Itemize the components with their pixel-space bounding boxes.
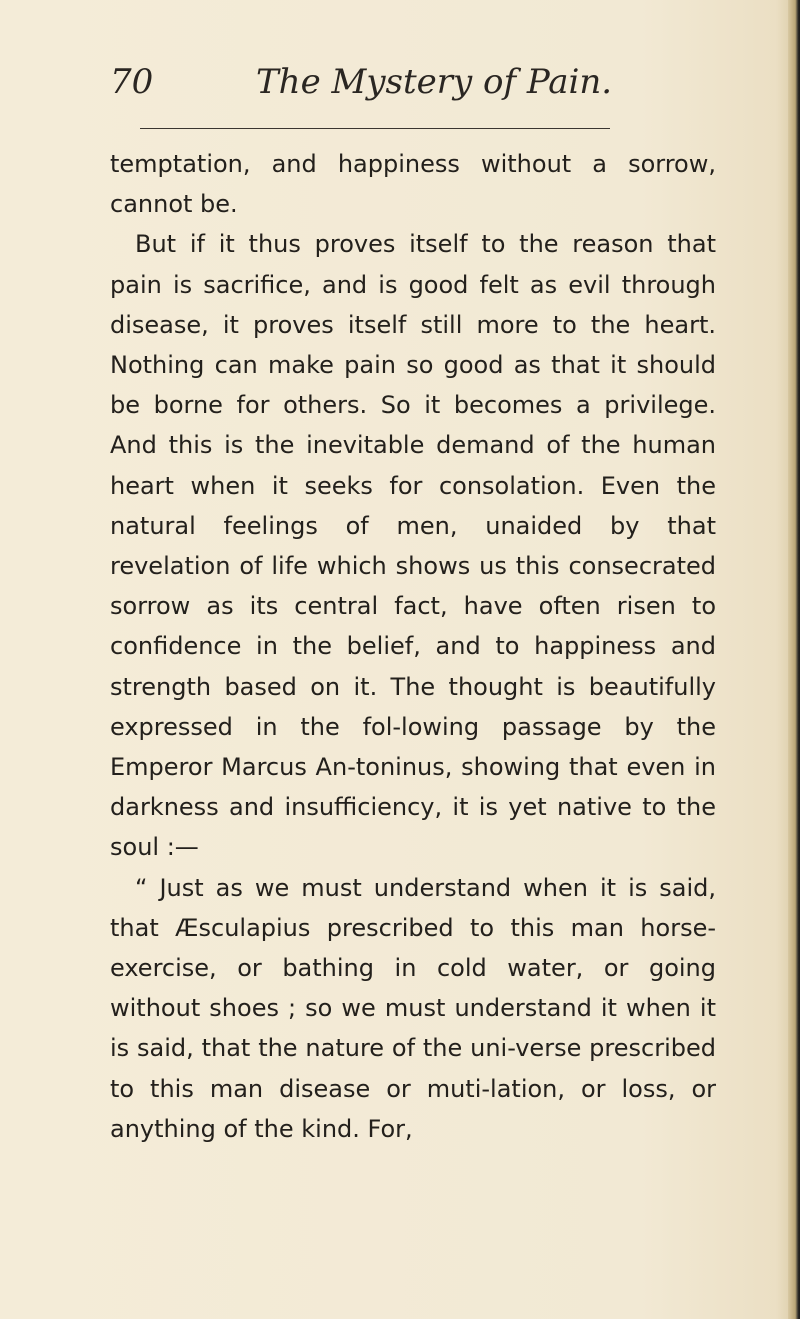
page-header bbox=[110, 62, 710, 112]
page-number: 70 bbox=[110, 62, 154, 102]
paragraph-3-quotation: “ Just as we must understand when it is said, that Æsculapius prescribed to this man horse-exercise, or bathing in cold water, or going without shoes ; so we must understand it when it is said, that the nature of the uni-verse prescribed to this man disease or muti-lation, or loss, or anything of the kind. For, bbox=[110, 873, 716, 1143]
running-title: The Mystery of Pain. bbox=[256, 62, 613, 102]
body-text bbox=[110, 144, 716, 1149]
paragraph-1: temptation, and happiness without a sorrow, cannot be. bbox=[110, 150, 716, 219]
paragraph-2: But if it thus proves itself to the reason that pain is sacrifice, and is good felt as evil through disease, it proves itself still more to the heart. Nothing can make pain so good as that it should be borne for others. So it becomes a privilege. And this is the inevitable demand of the human heart when it seeks for consolation. Even the natural feelings of men, unaided by that revelation of life which shows us this consecrated sorrow as its central fact, have often risen to confidence in the belief, and to happiness and strength based on it. The thought is beautifully expressed in the fol-lowing passage by the Emperor Marcus An-toninus, showing that even in darkness and insufficiency, it is yet native to the soul :— bbox=[110, 230, 716, 862]
page-edge bbox=[788, 0, 800, 1319]
header-rule bbox=[140, 128, 610, 129]
